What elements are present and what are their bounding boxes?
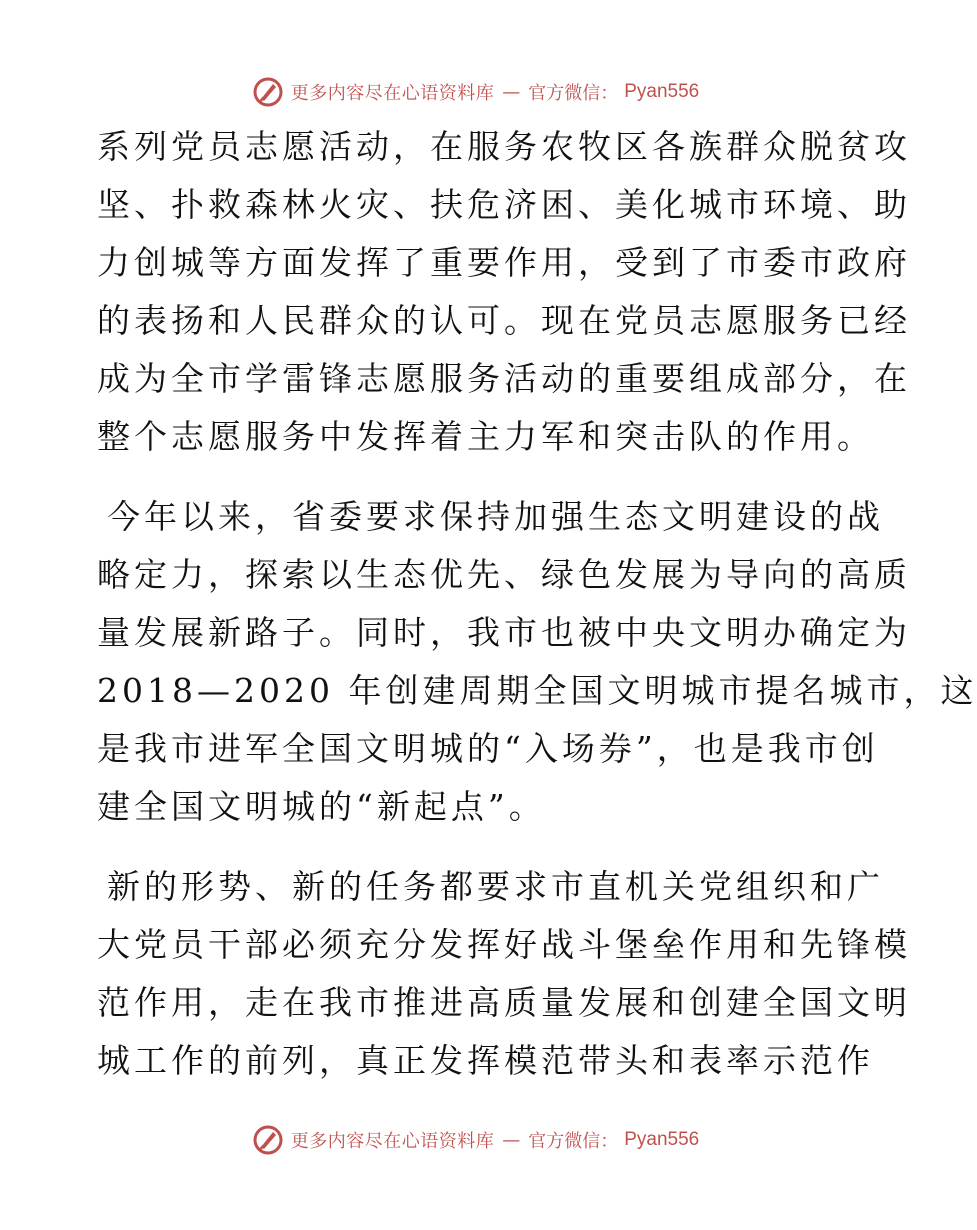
watermark-separator: — [502,81,521,103]
text-line: 系列党员志愿活动，在服务农牧区各族群众脱贫攻 [97,127,911,166]
quill-circle-icon [251,1123,285,1157]
paragraph-2 [97,488,977,836]
text-line: 今年以来，省委要求保持加强生态文明建设的战 [107,497,884,536]
watermark-wechat-label: 官方微信： [528,83,619,104]
text-line: 新的形势、新的任务都要求市直机关党组织和广 [107,867,884,906]
paragraph-gap [97,466,857,488]
quill-circle-icon [251,75,285,109]
text-line: 2018—2020 年创建周期全国文明城市提名城市，这 [97,671,977,710]
watermark-wechat-id: Pyan556 [624,81,700,102]
paragraph-1 [97,118,911,466]
watermark-wechat-id: Pyan556 [624,1129,700,1150]
text-line: 建全国文明城的“新起点”。 [97,787,546,826]
header-watermark [0,72,950,112]
text-line: 略定力，探索以生态优先、绿色发展为导向的高质 [97,555,911,594]
text-line: 力创城等方面发挥了重要作用，受到了市委市政府 [97,243,911,282]
text-line: 整个志愿服务中发挥着主力军和突击队的作用。 [97,417,874,456]
watermark-wechat-label: 官方微信： [528,1131,619,1152]
text-line: 范作用，走在我市推进高质量发展和创建全国文明 [97,983,911,1022]
text-line: 是我市进军全国文明城的“入场券”，也是我市创 [97,729,879,768]
text-line: 大党员干部必须充分发挥好战斗堡垒作用和先锋模 [97,925,911,964]
text-line: 的表扬和人民群众的认可。现在党员志愿服务已经 [97,301,911,340]
watermark-separator: — [502,1129,521,1151]
text-line: 量发展新路子。同时，我市也被中央文明办确定为 [97,613,911,652]
watermark-site-text: 更多内容尽在心语资料库 [290,1131,495,1152]
text-line: 城工作的前列，真正发挥模范带头和表率示范作 [97,1041,874,1080]
document-body [97,118,977,1090]
paragraph-3 [97,858,911,1090]
text-line: 成为全市学雷锋志愿服务活动的重要组成部分，在 [97,359,911,398]
watermark-site-text: 更多内容尽在心语资料库 [290,83,495,104]
footer-watermark [0,1120,950,1160]
text-line: 坚、扑救森林火灾、扶危济困、美化城市环境、助 [97,185,911,224]
paragraph-gap [97,836,857,858]
